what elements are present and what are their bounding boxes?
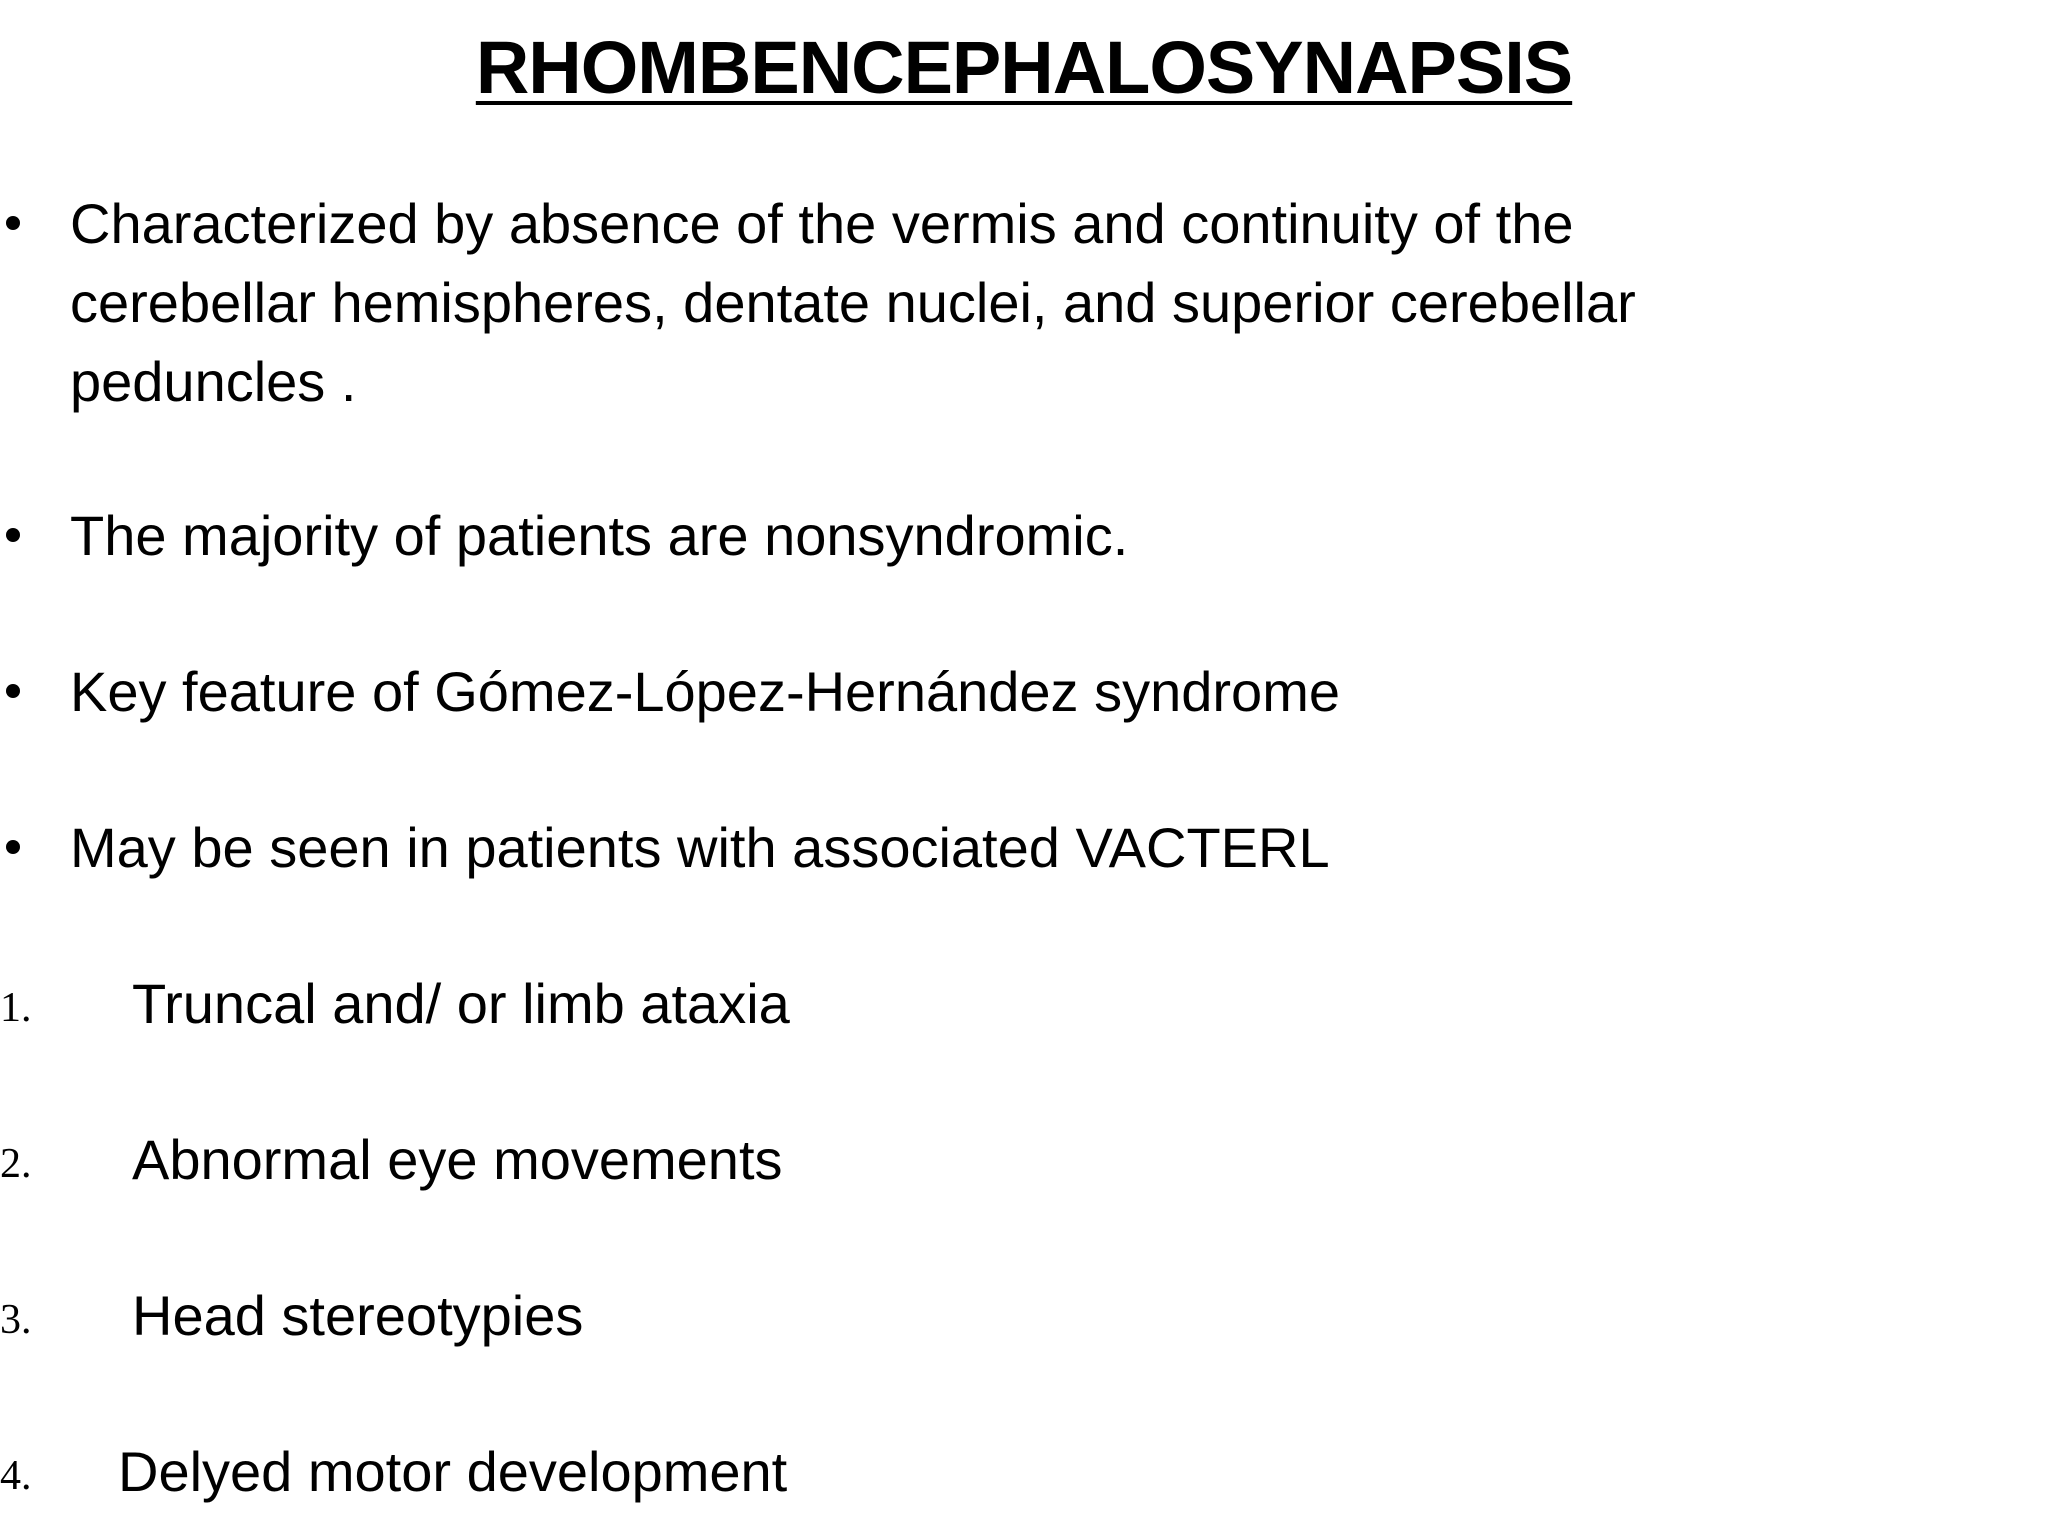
numbered-item-label: 3. (0, 1297, 32, 1343)
bullet-text: Key feature of Gómez-López-Hernández syndrome (70, 660, 1340, 723)
bullet-item (0, 496, 1990, 576)
bullet-dot-icon (4, 838, 24, 858)
numbered-item (0, 1432, 1990, 1512)
bullet-item (0, 808, 1990, 888)
bullet-text: Characterized by absence of the vermis and continuity of the cerebellar hemispheres, dentate nuclei, and superior cerebellar peduncles . (70, 192, 1636, 413)
bullet-item (0, 652, 1990, 732)
numbered-item (0, 1276, 1990, 1356)
numbered-item-text: Abnormal eye movements (132, 1128, 783, 1191)
bullet-dot-icon (4, 214, 24, 234)
numbered-item-label: 4. (0, 1453, 32, 1499)
bullet-text: May be seen in patients with associated VACTERL (70, 816, 1330, 879)
bullet-dot-icon (4, 682, 24, 702)
numbered-item (0, 964, 1990, 1044)
numbered-item (0, 1120, 1990, 1200)
bullet-text: The majority of patients are nonsyndromic. (70, 504, 1129, 567)
slide-title-text: RHOMBENCEPHALOSYNAPSIS (475, 26, 1573, 109)
bullet-dot-icon (4, 526, 24, 546)
slide-title (0, 18, 2048, 118)
numbered-item-text: Head stereotypies (132, 1284, 584, 1347)
numbered-item-text: Truncal and/ or limb ataxia (132, 972, 790, 1035)
bullet-item (0, 184, 1990, 434)
numbered-item-text: Delyed motor development (118, 1440, 788, 1503)
numbered-item-label: 1. (0, 985, 32, 1031)
numbered-item-label: 2. (0, 1141, 32, 1187)
